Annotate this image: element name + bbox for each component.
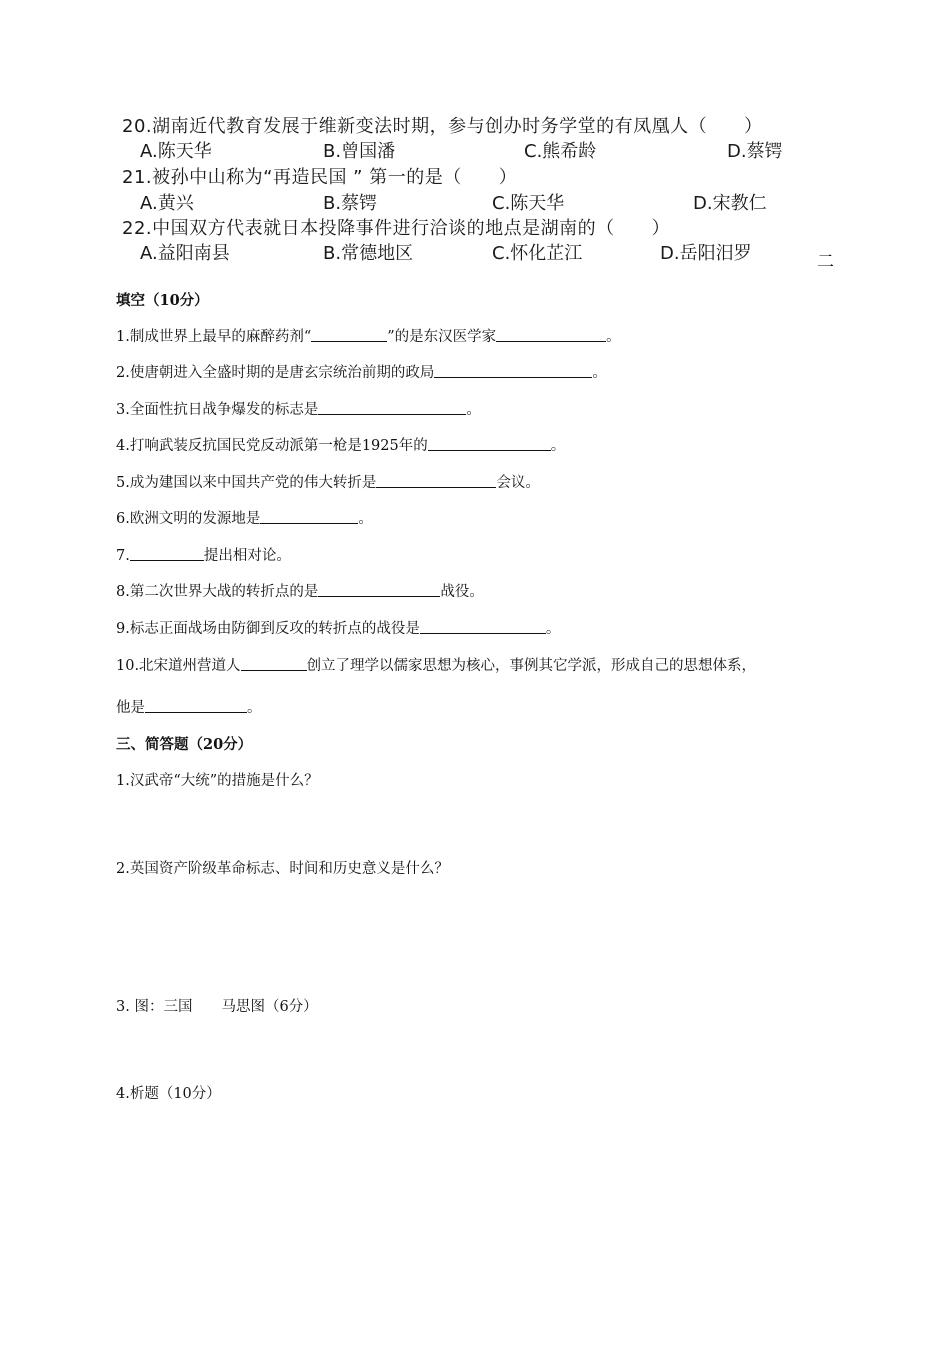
fill-item-8-text-a: 8.第二次世界大战的转折点的是	[116, 584, 319, 600]
fill-item-9-blank[interactable]	[420, 619, 546, 634]
short-answer-title: 三、简答题（20分）	[116, 736, 253, 753]
fill-item-2-text-a: 2.使唐朝进入全盛时期的是唐玄宗统治前期的政局	[116, 365, 435, 381]
fill-item-8-blank[interactable]	[318, 582, 440, 597]
short-question-2: 2.英国资产阶级革命标志、时间和历史意义是什么？	[116, 861, 449, 877]
fill-item-5-blank[interactable]	[376, 473, 496, 488]
short-question-1: 1.汉武帝“大统”的措施是什么？	[116, 773, 319, 789]
fill-item-9	[116, 617, 560, 638]
question-22-option-b: B.常德地区	[323, 243, 414, 264]
fill-item-3-text-a: 3.全面性抗日战争爆发的标志是	[116, 402, 319, 418]
fill-item-10-text-b: 创立了理学以儒家思想为核心，事例其它学派，形成自己的思想体系，	[306, 658, 757, 674]
fill-item-10-blank[interactable]	[241, 656, 307, 671]
fill-item-10-cont-text-a: 他是	[116, 700, 145, 716]
fill-item-4-text-b: 。	[550, 438, 566, 454]
fill-item-5-text-a: 5.成为建国以来中国共产党的伟大转折是	[116, 475, 377, 491]
question-20-option-b: B.曾国潘	[323, 141, 396, 162]
fill-item-3-text-b: 。	[466, 402, 481, 418]
question-22-option-a: A.益阳南县	[140, 243, 230, 264]
fill-item-1	[116, 325, 621, 346]
fill-item-8	[116, 580, 484, 601]
fill-item-2-blank[interactable]	[434, 363, 592, 378]
fill-item-10-continued	[116, 696, 262, 717]
fill-item-10-cont-text-b: 。	[247, 700, 262, 716]
fill-item-2-text-b: 。	[592, 365, 607, 381]
fill-item-10-text-a: 10.北宋道州营道人	[116, 658, 241, 674]
fill-item-4-text-a: 4.打响武装反抗国民党反动派第一枪是1925年的	[116, 438, 428, 454]
question-20-stem: 20.湖南近代教育发展于维新变法时期，参与创办时务学堂的有凤凰人（ ）	[122, 116, 763, 137]
question-22-option-d: D.岳阳汨罗	[660, 243, 752, 264]
fill-item-7-text-a: 7.	[116, 548, 130, 564]
question-22-option-c: C.怀化芷江	[492, 243, 583, 264]
fill-item-1-blank-1[interactable]	[311, 327, 387, 342]
fill-item-6	[116, 507, 373, 528]
fill-item-8-text-b: 战役。	[440, 584, 484, 600]
fill-item-2	[116, 361, 607, 382]
fill-item-5	[116, 471, 540, 492]
fill-item-1-text-b: ”的是东汉医学家	[387, 329, 497, 345]
fill-item-9-text-a: 9.标志正面战场由防御到反攻的转折点的战役是	[116, 621, 420, 637]
fill-item-3-blank[interactable]	[318, 400, 466, 415]
fill-item-7-text-b: 提出相对论。	[203, 548, 291, 564]
question-21-option-b: B.蔡锷	[323, 193, 378, 214]
short-question-4: 4.析题（10分）	[116, 1086, 221, 1102]
fill-item-9-text-b: 。	[545, 621, 561, 637]
fill-item-1-text-a: 1.制成世界上最早的麻醉药剂“	[116, 329, 312, 345]
fill-item-10-cont-blank[interactable]	[145, 698, 247, 713]
question-20-option-c: C.熊希龄	[524, 141, 597, 162]
fill-item-6-text-b: 。	[358, 511, 373, 527]
fill-item-6-text-a: 6.欧洲文明的发源地是	[116, 511, 261, 527]
section-marker: 二	[817, 252, 834, 272]
question-20-option-d: D.蔡锷	[727, 141, 783, 162]
fill-item-6-blank[interactable]	[260, 509, 358, 524]
question-21-option-a: A.黄兴	[140, 193, 194, 214]
fill-item-1-blank-2[interactable]	[496, 327, 606, 342]
fill-section-title: 填空（10分）	[116, 292, 209, 309]
question-21-stem: 21.被孙中山称为“再造民国 ” 第一的是（ ）	[122, 167, 518, 188]
fill-item-5-text-b: 会议。	[496, 475, 540, 491]
question-21-option-c: C.陈天华	[492, 193, 565, 214]
fill-item-4-blank[interactable]	[428, 436, 551, 451]
short-question-3: 3. 图：三国 马思图（6分）	[116, 999, 318, 1015]
fill-item-7-blank[interactable]	[130, 546, 204, 561]
question-21-option-d: D.宋教仁	[693, 193, 767, 214]
question-22-stem: 22.中国双方代表就日本投降事件进行洽谈的地点是湖南的（ ）	[122, 218, 671, 239]
fill-item-7	[116, 544, 291, 565]
fill-item-1-text-c: 。	[606, 329, 621, 345]
fill-item-3	[116, 398, 481, 419]
fill-item-4	[116, 434, 565, 455]
fill-item-10	[116, 654, 756, 675]
question-20-option-a: A.陈天华	[140, 141, 212, 162]
